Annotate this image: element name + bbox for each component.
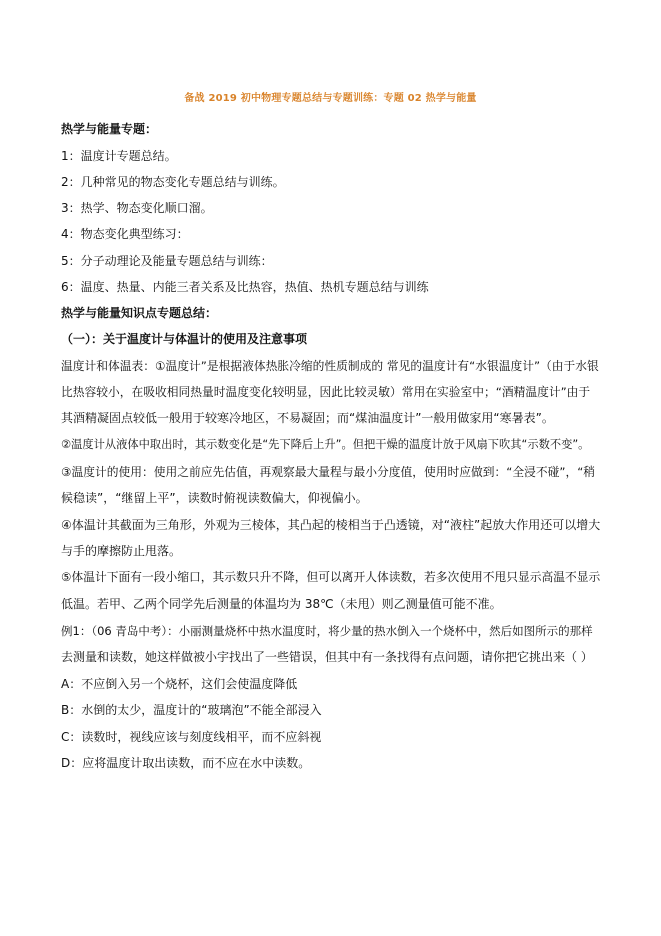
answer-option-a: A：不应倒入另一个烧杯，这们会使温度降低 bbox=[61, 677, 298, 691]
paragraph-line: 候稳读”，“继留上平”，读数时俯视读数偏大，仰视偏小。 bbox=[61, 491, 368, 505]
section2-subheading: （一）：关于温度计与体温计的使用及注意事项 bbox=[61, 332, 308, 346]
paragraph-line: 比热容较小，在吸收相同热量时温度变化较明显，因此比较灵敏）常用在实验室中；“酒精温度计”由于 bbox=[61, 385, 591, 399]
paragraph-line: 其酒精凝固点较低一般用于较寒冷地区，不易凝固；而“煤油温度计”一般用做家用“寒暑表”。 bbox=[61, 411, 554, 425]
section2-heading: 热学与能量知识点专题总结： bbox=[61, 306, 218, 320]
section1-item: 2：几种常见的物态变化专题总结与训练。 bbox=[61, 175, 285, 189]
paragraph-line: 温度计和体温表：①温度计”是根据液体热胀冷缩的性质制成的 常见的温度计有“水银温度计”（由于水银 bbox=[61, 359, 599, 373]
answer-option-d: D：应将温度计取出读数，而不应在水中读数。 bbox=[61, 756, 311, 770]
section1-item: 3：热学、物态变化顺口溜。 bbox=[61, 201, 213, 215]
example-question-line: 例1：（06 青岛中考）：小丽测量烧杯中热水温度时，将少量的热水倒入一个烧杯中，然后如图所示的那样 bbox=[61, 624, 593, 638]
answer-option-c: C：读数时，视线应该与刻度线相平，而不应斜视 bbox=[61, 730, 322, 744]
paragraph-line: 低温。若甲、乙两个同学先后测量的体温均为 38℃（未甩）则乙测量值可能不准。 bbox=[61, 597, 502, 611]
section1-item: 6：温度、热量、内能三者关系及比热容，热值、热机专题总结与训练 bbox=[61, 280, 429, 294]
paragraph-line: ⑤体温计下面有一段小缩口，其示数只升不降，但可以离开人体读数，若多次使用不甩只显示高温不显示 bbox=[61, 570, 601, 584]
section1-item: 1：温度计专题总结。 bbox=[61, 149, 177, 163]
paragraph-line: ③温度计的使用：使用之前应先估值，再观察最大量程与最小分度值，使用时应做到：“全浸不碰”，“稍 bbox=[61, 465, 596, 479]
paragraph-line: ②温度计从液体中取出时，其示数变化是“先下降后上升”。但把干燥的温度计放于风扇下吹其“示数不变”。 bbox=[61, 438, 590, 451]
paragraph-line: 与手的摩擦防止甩落。 bbox=[61, 544, 182, 558]
section1-heading: 热学与能量专题： bbox=[61, 122, 158, 136]
document-title: 备战 2019 初中物理专题总结与专题训练：专题 02 热学与能量 bbox=[184, 93, 477, 104]
section1-item: 4：物态变化典型练习： bbox=[61, 227, 189, 241]
answer-option-b: B：水倒的太少，温度计的“玻璃泡”不能全部浸入 bbox=[61, 703, 322, 717]
example-question-line: 去测量和读数，她这样做被小宇找出了一些错误，但其中有一条找得有点问题，请你把它挑出来（ ） bbox=[61, 650, 593, 664]
section1-item: 5：分子动理论及能量专题总结与训练： bbox=[61, 254, 273, 268]
paragraph-line: ④体温计其截面为三角形，外观为三棱体，其凸起的棱相当于凸透镜，对“液柱”起放大作用还可以增大 bbox=[61, 518, 601, 532]
